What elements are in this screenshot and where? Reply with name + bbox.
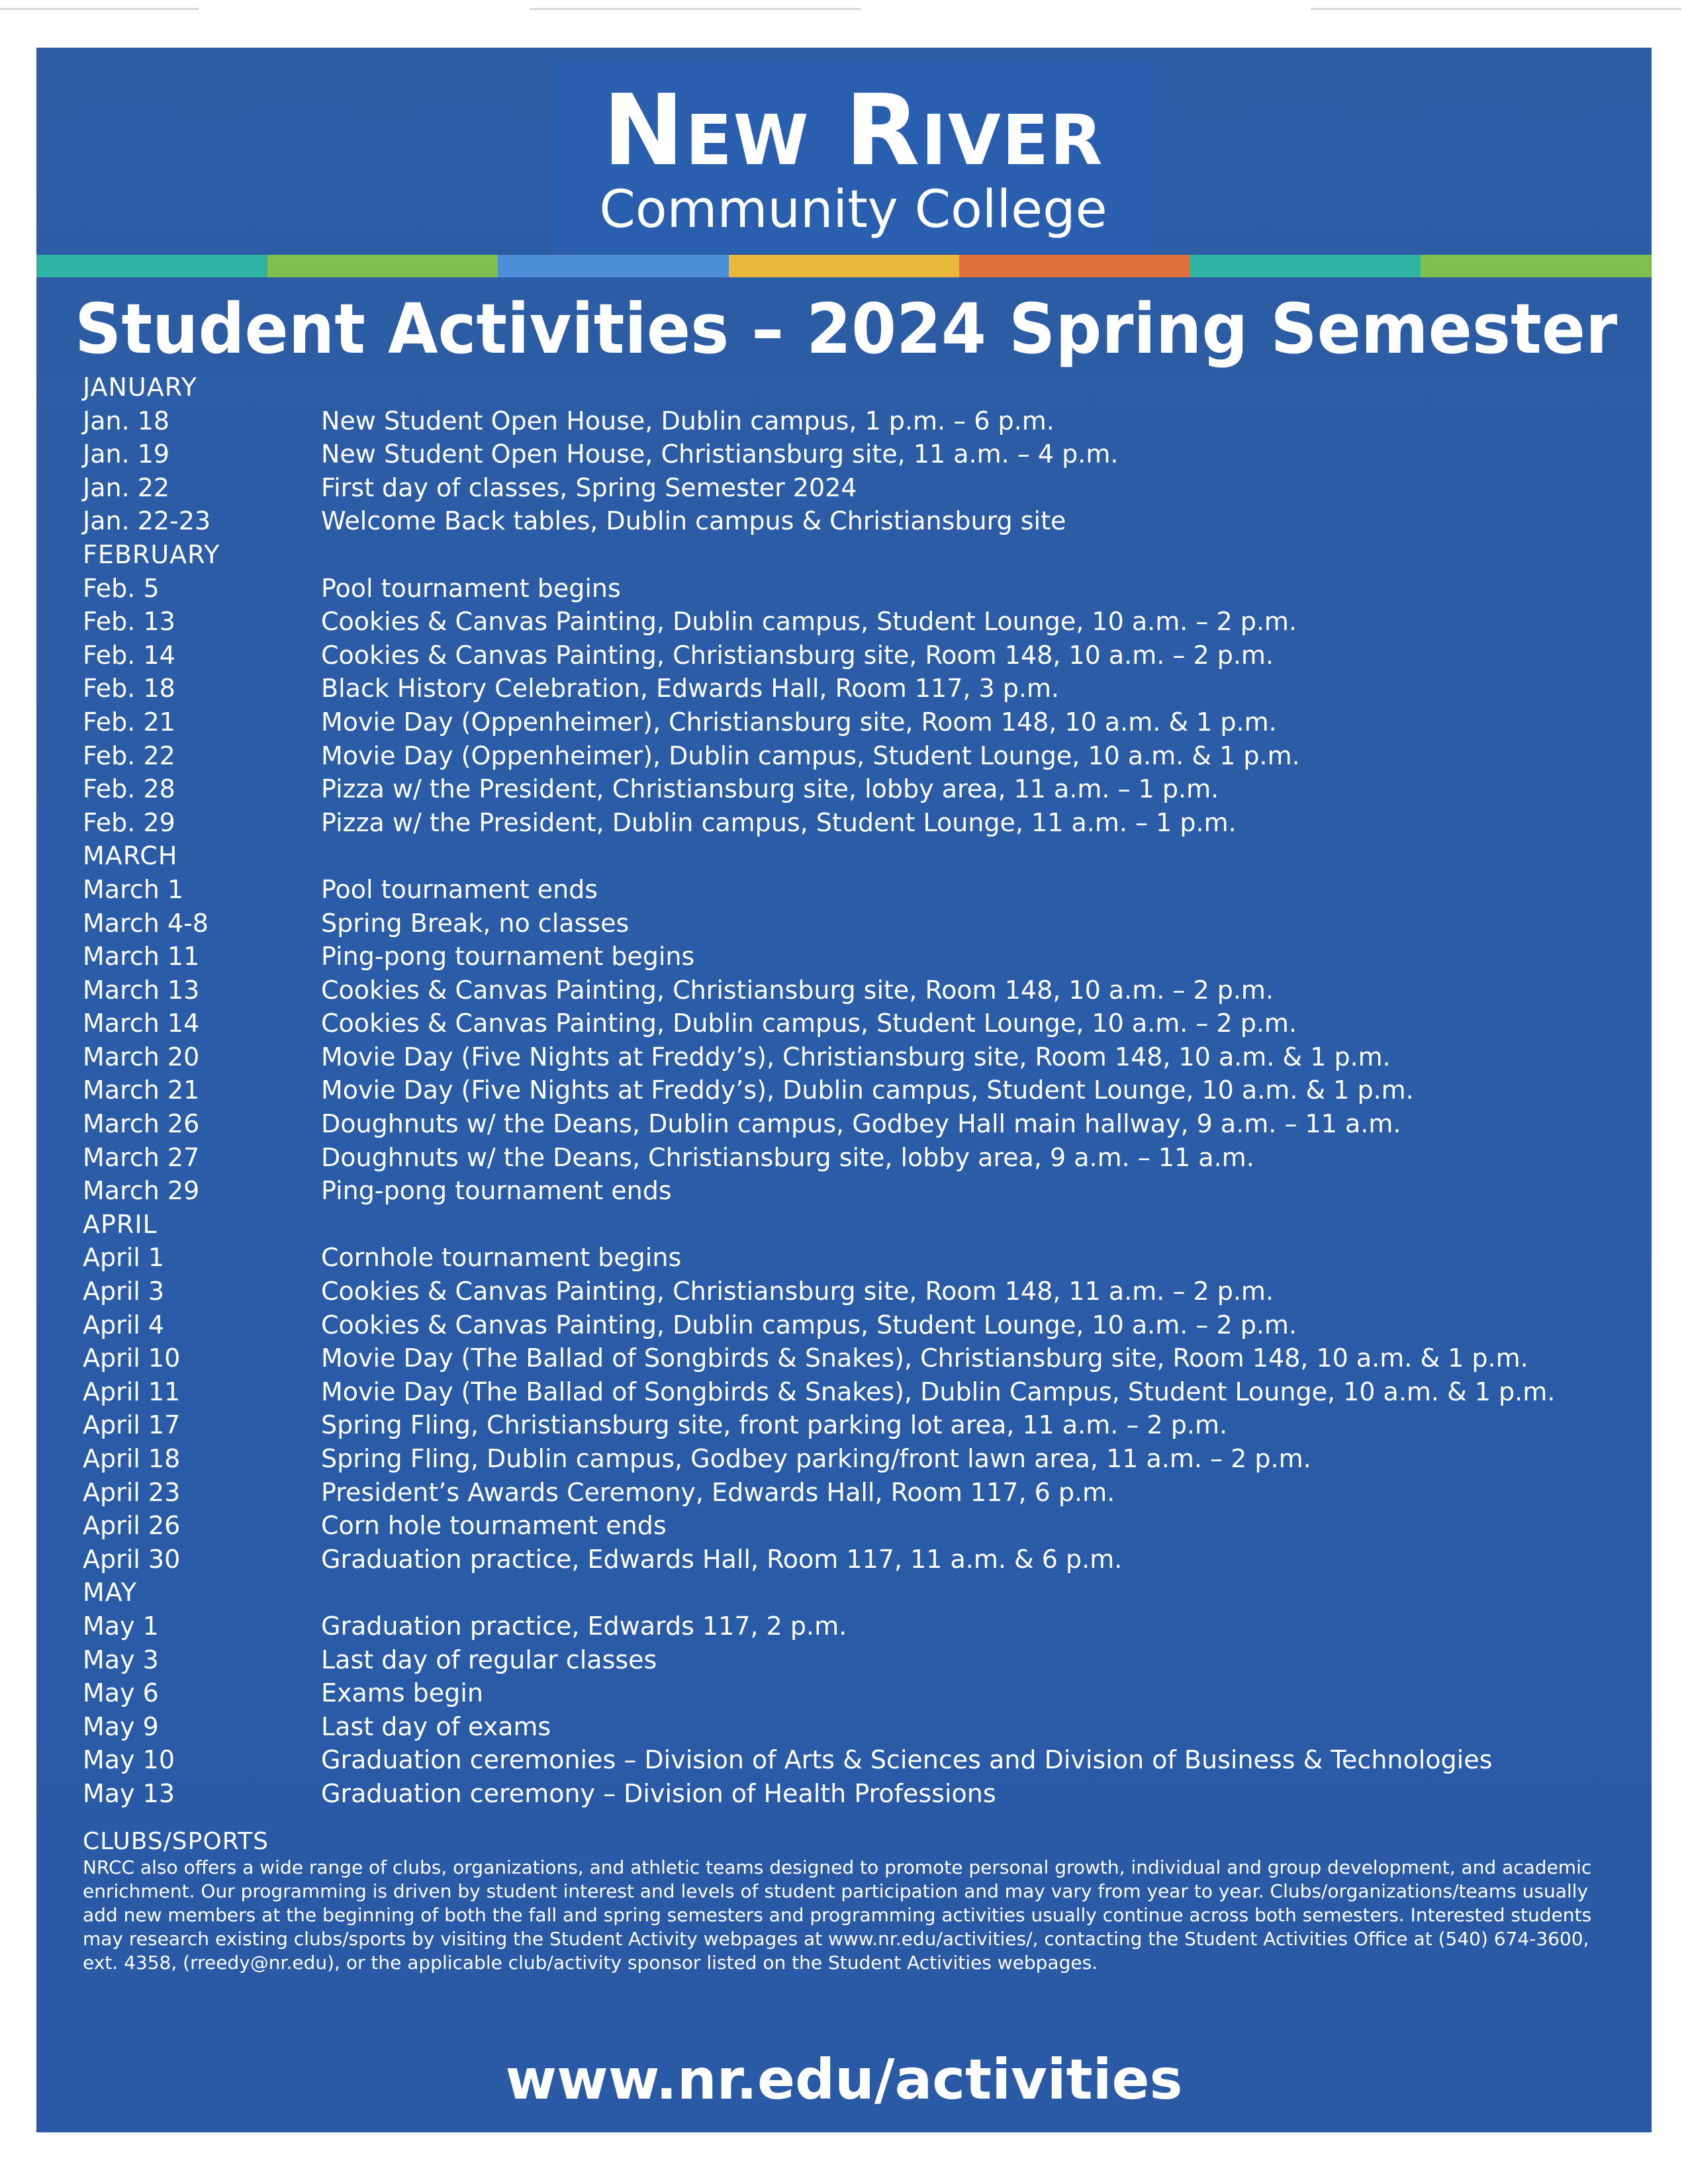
event-date: May 6 [83, 1678, 159, 1708]
event-description: Pool tournament begins [321, 573, 621, 603]
event-row [83, 974, 1632, 1007]
event-row [83, 605, 1632, 639]
page-title: Student Activities – 2024 Spring Semester [75, 289, 1618, 369]
event-date: Feb. 14 [83, 640, 175, 670]
event-row [83, 940, 1632, 974]
event-date: March 4-8 [83, 908, 209, 938]
event-row [83, 705, 1632, 739]
event-row [83, 1610, 1632, 1643]
event-date: March 21 [83, 1075, 200, 1105]
event-row [83, 873, 1632, 907]
scan-artifact-line [530, 8, 861, 10]
event-row [83, 1543, 1632, 1576]
event-row [83, 772, 1632, 806]
clubs-description: NRCC also offers a wide range of clubs, organizations, and athletic teams designed to promote personal growth, individual and group development, and academic enrichment. Our programming is driven by student interest and levels of student participation and may vary from year to year. Clubs/organizations/teams usually add new members at the beginning of both the fall and spring semesters and programming activities usually continue across both semesters. Interested students may research existing clubs/sports by visiting the Student Activity webpages at www.nr.edu/activities/, contacting the Student Activities Office at (540) 674-3600, ext. 4358, (rreedy@nr.edu), or the applicable club/activity sponsor listed on the Student Activities webpages. [83, 1856, 1592, 1974]
event-date: March 11 [83, 942, 200, 972]
event-date: Feb. 22 [83, 741, 175, 770]
event-description: Spring Fling, Dublin campus, Godbey parking/front lawn area, 11 a.m. – 2 p.m. [321, 1444, 1311, 1473]
event-date: March 26 [83, 1109, 200, 1139]
event-description: Spring Fling, Christiansburg site, front parking lot area, 11 a.m. – 2 p.m. [321, 1410, 1228, 1440]
event-row [83, 806, 1632, 840]
event-date: April 30 [83, 1544, 181, 1574]
event-description: First day of classes, Spring Semester 2024 [321, 473, 857, 502]
event-row [83, 1241, 1632, 1275]
event-row [83, 1308, 1632, 1342]
event-row [83, 1275, 1632, 1308]
clubs-section [83, 1828, 1632, 1975]
event-description: Doughnuts w/ the Deans, Dublin campus, Godbey Hall main hallway, 9 a.m. – 11 a.m. [321, 1109, 1401, 1139]
event-date: Feb. 28 [83, 774, 175, 804]
event-row [83, 1007, 1632, 1040]
scan-artifact-line [0, 8, 199, 10]
scan-artifact-line [1311, 8, 1681, 10]
event-description: Cookies & Canvas Painting, Dublin campus, Student Lounge, 10 a.m. – 2 p.m. [321, 1009, 1297, 1038]
event-description: Cookies & Canvas Painting, Christiansburg site, Room 148, 10 a.m. – 2 p.m. [321, 975, 1274, 1005]
month-heading: JANUARY [83, 373, 197, 402]
event-description: Movie Day (The Ballad of Songbirds & Snakes), Dublin Campus, Student Lounge, 10 a.m. & 1 p.m. [321, 1377, 1556, 1406]
event-row [83, 572, 1632, 606]
event-description: Spring Break, no classes [321, 908, 630, 938]
month-heading: FEBRUARY [83, 539, 220, 569]
event-date: April 10 [83, 1343, 181, 1373]
event-description: Last day of exams [321, 1711, 551, 1741]
event-row [83, 1375, 1632, 1409]
event-date: Feb. 29 [83, 807, 175, 837]
event-date: Feb. 13 [83, 607, 175, 637]
event-date: March 20 [83, 1042, 200, 1071]
event-date: May 1 [83, 1611, 159, 1641]
event-row [83, 1476, 1632, 1510]
activities-url[interactable]: www.nr.edu/activities [505, 2047, 1183, 2112]
event-row [83, 739, 1632, 773]
event-date: April 17 [83, 1410, 181, 1440]
event-date: Feb. 21 [83, 707, 175, 737]
event-description: Ping-pong tournament begins [321, 942, 695, 972]
event-description: Exams begin [321, 1678, 483, 1708]
event-row [83, 1073, 1632, 1107]
event-row [83, 471, 1632, 505]
event-description: Cornhole tournament begins [321, 1243, 682, 1273]
event-date: April 23 [83, 1477, 181, 1507]
stripe-segment [1421, 255, 1652, 277]
event-date: May 13 [83, 1778, 175, 1808]
event-description: Pool tournament ends [321, 874, 598, 904]
event-description: Movie Day (Oppenheimer), Dublin campus, Student Lounge, 10 a.m. & 1 p.m. [321, 741, 1300, 770]
event-description: Last day of regular classes [321, 1645, 657, 1674]
event-description: New Student Open House, Dublin campus, 1 p.m. – 6 p.m. [321, 406, 1055, 435]
event-description: Graduation practice, Edwards 117, 2 p.m. [321, 1611, 847, 1641]
activity-schedule [83, 371, 1632, 1811]
stripe-segment [959, 255, 1190, 277]
event-description: Graduation ceremonies – Division of Arts & Sciences and Division of Business & Technologies [321, 1745, 1493, 1775]
event-date: March 27 [83, 1142, 200, 1172]
event-date: April 3 [83, 1277, 165, 1306]
college-logo [553, 61, 1154, 253]
event-row [83, 907, 1632, 940]
stripe-segment [267, 255, 498, 277]
event-row [83, 1107, 1632, 1141]
event-row [83, 1342, 1632, 1375]
event-date: Feb. 5 [83, 573, 160, 603]
event-description: Black History Celebration, Edwards Hall, Room 117, 3 p.m. [321, 674, 1060, 704]
event-description: Doughnuts w/ the Deans, Christiansburg site, lobby area, 9 a.m. – 11 a.m. [321, 1142, 1254, 1172]
event-row [83, 1174, 1632, 1208]
event-date: April 4 [83, 1310, 165, 1340]
event-date: Jan. 22 [83, 473, 170, 502]
month-heading: APRIL [83, 1209, 158, 1239]
event-date: March 29 [83, 1176, 200, 1206]
event-row [83, 1408, 1632, 1442]
event-description: New Student Open House, Christiansburg site, 11 a.m. – 4 p.m. [321, 439, 1119, 469]
event-row [83, 1442, 1632, 1476]
event-row [83, 1777, 1632, 1811]
event-row [83, 504, 1632, 538]
event-description: Movie Day (Five Nights at Freddy’s), Christiansburg site, Room 148, 10 a.m. & 1 p.m. [321, 1042, 1391, 1071]
event-description: Pizza w/ the President, Christiansburg site, lobby area, 11 a.m. – 1 p.m. [321, 774, 1219, 804]
event-date: Jan. 22-23 [83, 506, 211, 536]
event-description: Graduation ceremony – Division of Health Professions [321, 1778, 996, 1808]
event-date: Jan. 18 [83, 406, 170, 435]
event-description: Ping-pong tournament ends [321, 1176, 672, 1206]
month-heading: MAY [83, 1578, 138, 1608]
stripe-segment [498, 255, 729, 277]
event-row [83, 1040, 1632, 1074]
event-description: Cookies & Canvas Painting, Dublin campus, Student Lounge, 10 a.m. – 2 p.m. [321, 607, 1297, 637]
event-description: Movie Day (Oppenheimer), Christiansburg site, Room 148, 10 a.m. & 1 p.m. [321, 707, 1277, 737]
event-row [83, 437, 1632, 471]
event-description: Cookies & Canvas Painting, Dublin campus, Student Lounge, 10 a.m. – 2 p.m. [321, 1310, 1297, 1340]
event-date: April 11 [83, 1377, 181, 1406]
event-description: Movie Day (Five Nights at Freddy’s), Dublin campus, Student Lounge, 10 a.m. & 1 p.m. [321, 1075, 1414, 1105]
event-description: President’s Awards Ceremony, Edwards Hall, Room 117, 6 p.m. [321, 1477, 1115, 1507]
event-date: March 13 [83, 975, 200, 1005]
college-subtitle: Community College [599, 180, 1107, 240]
event-row [83, 1743, 1632, 1777]
event-description: Corn hole tournament ends [321, 1511, 667, 1541]
event-date: March 14 [83, 1009, 200, 1038]
stripe-segment [729, 255, 960, 277]
stripe-segment [36, 255, 267, 277]
event-date: May 9 [83, 1711, 159, 1741]
event-row [83, 1509, 1632, 1543]
event-row [83, 404, 1632, 438]
event-date: May 3 [83, 1645, 159, 1674]
event-date: April 18 [83, 1444, 181, 1473]
event-date: Jan. 19 [83, 439, 170, 469]
event-description: Cookies & Canvas Painting, Christiansburg site, Room 148, 11 a.m. – 2 p.m. [321, 1277, 1274, 1306]
stripe-segment [1190, 255, 1421, 277]
flyer [36, 48, 1652, 2132]
event-description: Graduation practice, Edwards Hall, Room 117, 11 a.m. & 6 p.m. [321, 1544, 1123, 1574]
event-date: April 26 [83, 1511, 181, 1541]
college-name: New River [602, 73, 1104, 187]
event-row [83, 1141, 1632, 1175]
event-description: Movie Day (The Ballad of Songbirds & Snakes), Christiansburg site, Room 148, 10 a.m. & 1 p.m. [321, 1343, 1528, 1373]
event-date: May 10 [83, 1745, 175, 1775]
event-row [83, 1710, 1632, 1744]
event-row [83, 1643, 1632, 1677]
event-description: Cookies & Canvas Painting, Christiansburg site, Room 148, 10 a.m. – 2 p.m. [321, 640, 1274, 670]
event-row [83, 672, 1632, 705]
event-date: April 1 [83, 1243, 165, 1273]
event-date: Feb. 18 [83, 674, 175, 704]
event-row [83, 1676, 1632, 1710]
event-description: Welcome Back tables, Dublin campus & Christiansburg site [321, 506, 1066, 536]
clubs-heading: CLUBS/SPORTS [83, 1828, 269, 1855]
event-date: March 1 [83, 874, 184, 904]
event-description: Pizza w/ the President, Dublin campus, Student Lounge, 11 a.m. – 1 p.m. [321, 807, 1237, 837]
event-row [83, 639, 1632, 672]
month-heading: MARCH [83, 841, 178, 871]
color-stripe [36, 255, 1652, 277]
